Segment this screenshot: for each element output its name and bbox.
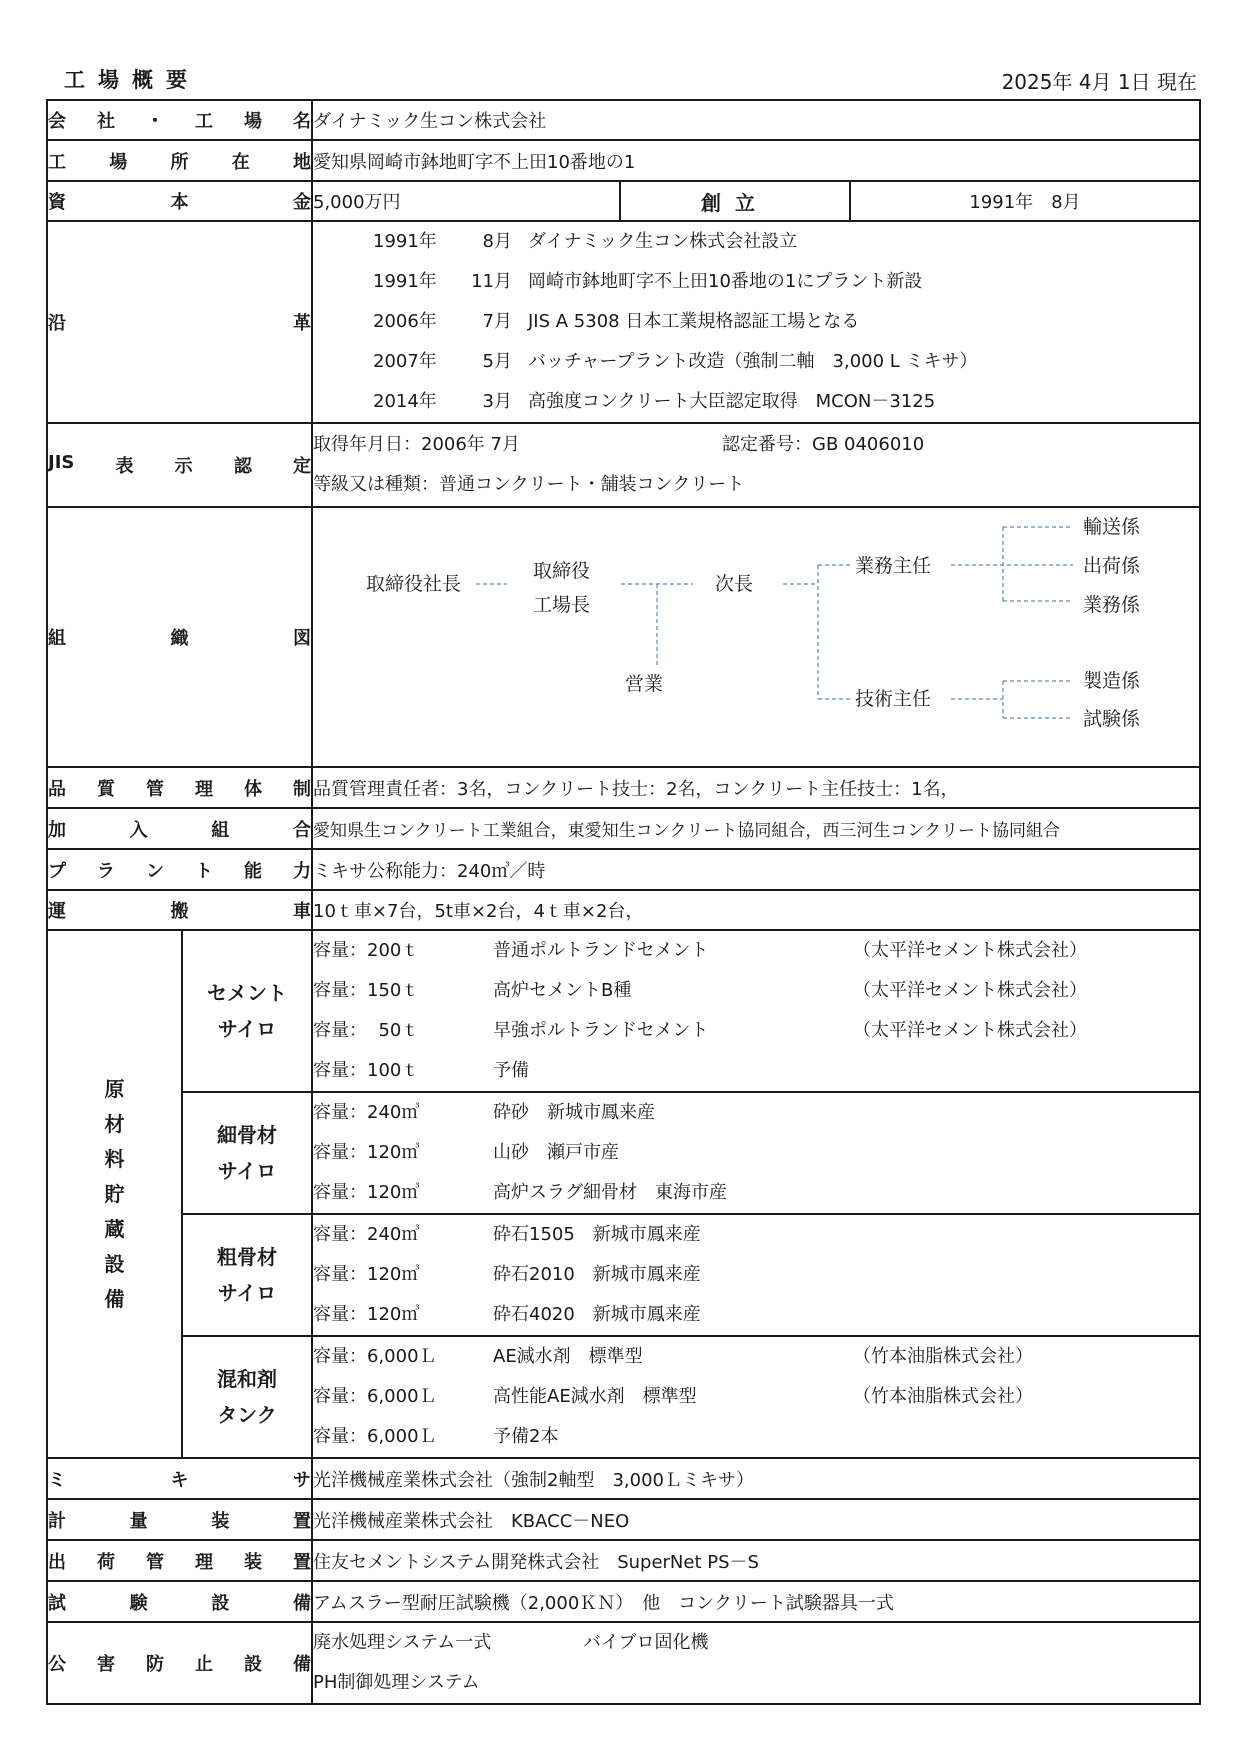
row-storage-fine [47,1092,1200,1214]
label-char: ト [195,860,213,882]
label-char: 質 [97,778,115,800]
label-char: 貯 [104,1181,125,1206]
storage-row: 容量：120㎥ 砕石4020 新城市鳳来産 [313,1304,701,1325]
value-founded: 1991年 8月 [850,181,1200,221]
row-pollution [47,1622,1200,1704]
label-transport [47,890,312,930]
label-char: 装 [211,1510,230,1532]
label-char: 設 [211,1592,230,1614]
org-president: 取締役社長 [366,572,462,595]
value-testing: アムスラー型耐圧試験機（2,000ＫＮ） 他 コンクリート試験器具一式 [312,1581,1200,1622]
label-char: 合 [292,819,311,841]
label-char: 防 [146,1654,164,1675]
org-shipping: 出荷係 [1083,554,1141,577]
value-pollution [312,1622,1200,1704]
label-shipping-control [47,1540,312,1581]
label-char: 験 [129,1592,148,1614]
label-char: 管 [146,778,164,800]
row-history [47,221,1200,423]
row-mixer [47,1458,1200,1499]
row-jis [47,423,1200,507]
label-char: 認 [233,456,252,477]
org-sales: 営業 [625,672,664,695]
value-quality: 品質管理責任者：3名，コンクリート技士：2名，コンクリート主任技士：1名， [312,767,1200,808]
jis-number: 認定番号：GB 0406010 [722,434,925,455]
label-char: プ [48,860,66,882]
label-char: 備 [293,1654,311,1675]
label-char: 管 [146,1551,164,1573]
storage-group-name: 混和剤 タンク [182,1336,312,1458]
label-char: 組 [48,628,66,649]
jis-acquired: 取得年月日：2006年 7月 [313,434,520,455]
page-heading: 工場概要 [64,68,200,92]
label-char: ・ [146,111,164,132]
storage-row: 容量：120㎥ 砕石2010 新城市鳳来産 [313,1264,701,1285]
row-association [47,808,1200,849]
value-location: 愛知県岡崎市鉢地町字不上田10番地の1 [312,140,1200,181]
label-char: 材 [104,1111,125,1136]
label-char: 置 [293,1551,311,1573]
org-transport: 輸送係 [1083,515,1141,538]
jis-grade: 等級又は種類：普通コンクリート・舗装コンクリート [313,474,745,495]
storage-row: 容量：240㎥ 砕砂 新城市鳳来産 [313,1102,655,1123]
label-char: 図 [293,628,311,649]
label-capital [47,181,312,221]
value-shipping-control: 住友セメントシステム開発株式会社 SuperNet PS－S [312,1540,1200,1581]
org-director-2: 工場長 [533,593,591,616]
row-plant [47,849,1200,890]
label-char: 公 [48,1654,66,1675]
label-char: 備 [104,1286,125,1311]
label-char: 設 [244,1654,262,1675]
label-jis [47,423,312,507]
label-char: 搬 [170,901,189,922]
label-char: 場 [109,151,128,173]
label-char: 力 [293,860,311,882]
value-capital: 5,000万円 [312,181,620,221]
value-mixer: 光洋機械産業株式会社（強制2軸型 3,000Ｌミキサ） [312,1458,1200,1499]
label-char: 名 [293,111,311,132]
row-location [47,140,1200,181]
label-char: 品 [48,778,66,800]
history-item: 2006年 7月 JIS A 5308 日本工業規格認証工場となる [373,311,860,332]
label-org [47,507,312,767]
storage-row: 容量：120㎥ 山砂 瀬戸市産 [313,1142,619,1163]
row-storage-admixture [47,1336,1200,1458]
label-char: 織 [170,628,189,649]
label-char: 原 [104,1076,125,1101]
org-manufacturing: 製造係 [1083,669,1141,692]
pollution-item-1: 廃水処理システム一式 [313,1632,492,1653]
label-char: 量 [129,1510,148,1532]
label-char: 止 [195,1654,213,1675]
label-history [47,221,312,423]
label-weighing [47,1499,312,1540]
value-plant: ミキサ公称能力：240㎥／時 [312,849,1200,890]
org-business-chief: 業務主任 [855,554,932,577]
value-association: 愛知県生コンクリート工業組合，東愛知生コンクリート協同組合，西三河生コンクリート協同組合 [312,808,1200,849]
label-char: 置 [292,1510,311,1532]
org-chart-lines [313,509,1197,766]
label-char: 設 [104,1251,125,1276]
value-company: ダイナミック生コン株式会社 [312,100,1200,140]
label-char: 工 [48,151,66,173]
row-capital [47,181,1200,221]
storage-row: 容量：150ｔ 高炉セメントB種 （太平洋セメント株式会社） [313,980,1087,1001]
storage-group-name: 粗骨材 サイロ [182,1214,312,1336]
pollution-item-2: バイブロ固化機 [583,1632,709,1653]
storage-group-rows [312,1336,1200,1458]
history-item: 1991年 8月 ダイナミック生コン株式会社設立 [373,231,798,252]
storage-group-rows [312,1092,1200,1214]
storage-row: 容量：6,000Ｌ 高性能AE減水剤 標準型 （竹本油脂株式会社） [313,1386,1033,1407]
label-char: 金 [293,192,311,213]
label-char: 体 [244,778,262,800]
label-char: 示 [174,456,193,477]
org-deputy: 次長 [715,572,754,595]
label-char: 場 [244,111,262,132]
value-transport: 10ｔ車×7台，5t車×2台，4ｔ車×2台， [312,890,1200,930]
row-shipping-control [47,1540,1200,1581]
storage-row: 容量：6,000Ｌ 予備2本 [313,1426,559,1447]
org-business: 業務係 [1083,593,1141,616]
label-association [47,808,312,849]
label-char: 試 [48,1592,66,1614]
label-char: 入 [129,819,148,841]
org-testing: 試験係 [1083,707,1141,730]
org-tech-chief: 技術主任 [855,687,932,710]
label-mixer [47,1458,312,1499]
row-weighing [47,1499,1200,1540]
value-jis [312,423,1200,507]
storage-group-name: 細骨材 サイロ [182,1092,312,1214]
label-founded: 創立 [620,181,850,221]
label-quality [47,767,312,808]
label-char: 害 [97,1654,115,1675]
label-char: 社 [97,111,115,132]
label-location [47,140,312,181]
label-char: 料 [104,1146,125,1171]
org-director-1: 取締役 [533,559,591,582]
label-char: 蔵 [104,1216,125,1241]
label-char: 出 [48,1551,66,1573]
label-char: JIS [48,452,75,473]
label-testing [47,1581,312,1622]
label-char: ン [146,860,164,882]
row-transport [47,890,1200,930]
storage-row: 容量：120㎥ 高炉スラグ細骨材 東海市産 [313,1182,727,1203]
storage-row: 容量：100ｔ 予備 [313,1060,529,1081]
label-char: 車 [293,901,311,922]
label-char: 理 [195,778,213,800]
org-chart [312,507,1200,767]
label-char: 制 [293,778,311,800]
label-char: 備 [292,1592,311,1614]
label-char: 計 [48,1510,66,1532]
label-char: 沿 [48,313,66,334]
label-char: 地 [293,151,311,173]
label-storage [47,930,182,1458]
storage-group-rows [312,930,1200,1092]
history-item: 1991年 11月 岡崎市鉢地町字不上田10番地の1にプラント新設 [373,271,923,292]
storage-row: 容量： 50ｔ 早強ポルトランドセメント （太平洋セメント株式会社） [313,1020,1087,1041]
label-char: 工 [195,111,213,132]
label-char: 所 [170,151,189,173]
overview-table [46,99,1201,1705]
row-storage-coarse [47,1214,1200,1336]
label-char: 在 [231,151,250,173]
label-char: ミ [48,1469,66,1491]
history-item: 2014年 3月 高強度コンクリート大臣認定取得 MCON－3125 [373,391,936,412]
label-char: 運 [48,901,66,922]
label-char: 荷 [97,1551,115,1573]
label-char: 加 [48,819,66,841]
row-quality [47,767,1200,808]
label-char: 能 [244,860,262,882]
label-plant [47,849,312,890]
label-char: サ [293,1469,311,1491]
label-char: 装 [244,1551,262,1573]
label-char: 理 [195,1551,213,1573]
row-storage-cement [47,930,1200,1092]
label-char: 本 [170,192,189,213]
label-char: 組 [211,819,230,841]
as-of-date: 2025年 4月 1日 現在 [1001,70,1197,94]
pollution-item-3: PH制御処理システム [313,1672,480,1693]
label-company [47,100,312,140]
storage-row: 容量：240㎥ 砕石1505 新城市鳳来産 [313,1224,701,1245]
label-char: 会 [48,111,66,132]
label-char: 表 [115,456,134,477]
storage-row: 容量：200ｔ 普通ポルトランドセメント （太平洋セメント株式会社） [313,940,1087,961]
storage-group-rows [312,1214,1200,1336]
label-char: 定 [292,456,311,477]
label-pollution [47,1622,312,1704]
row-testing [47,1581,1200,1622]
value-history [312,221,1200,423]
storage-group-name: セメント サイロ [182,930,312,1092]
row-company [47,100,1200,140]
value-weighing: 光洋機械産業株式会社 KBACC－NEO [312,1499,1200,1540]
storage-row: 容量：6,000Ｌ AE減水剤 標準型 （竹本油脂株式会社） [313,1346,1033,1367]
history-item: 2007年 5月 バッチャープラント改造（強制二軸 3,000 L ミキサ） [373,351,978,372]
label-char: 革 [293,313,311,334]
label-char: 資 [48,192,66,213]
row-org [47,507,1200,767]
label-char: キ [170,1469,189,1491]
label-char: ラ [97,860,115,882]
